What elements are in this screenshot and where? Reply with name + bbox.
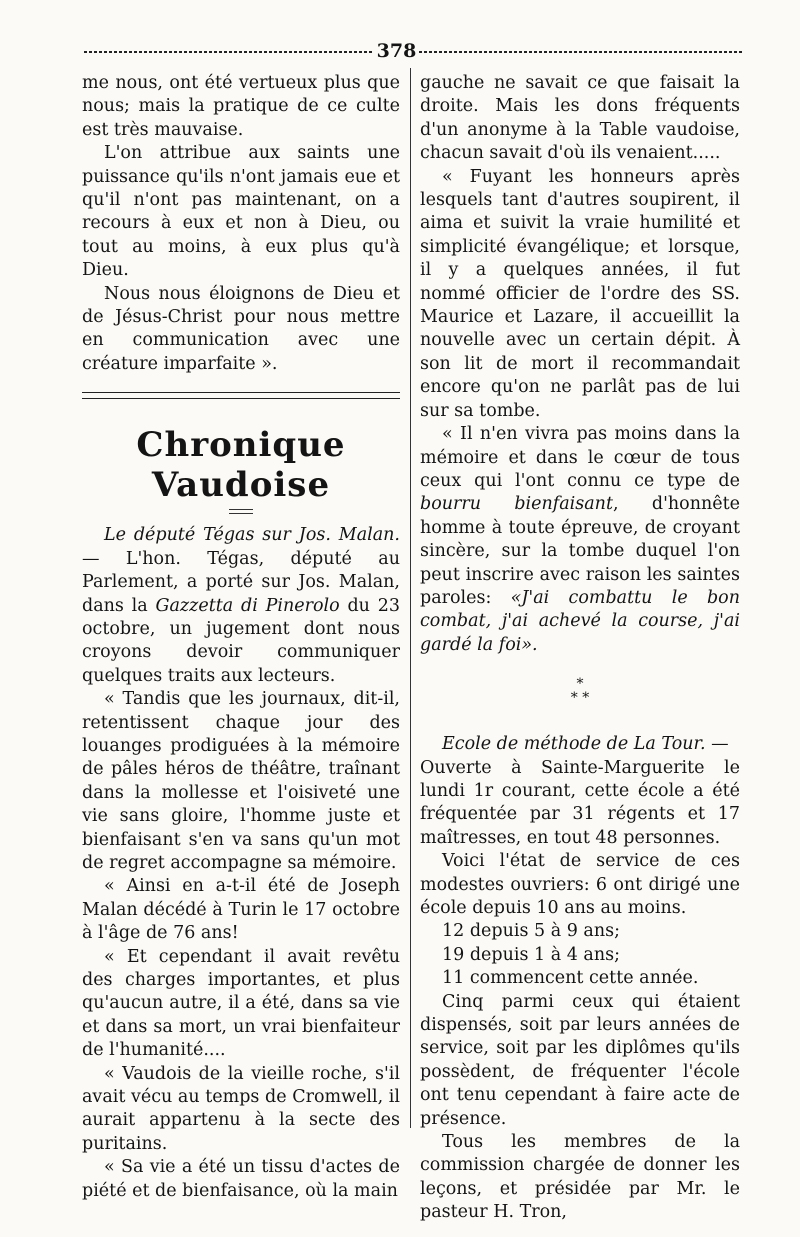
paragraph: gauche ne savait ce que faisait la droite. Mais les dons fréquents d'un anonyme à la Table vaudoise, chacun savait d'où ils venaient..... [420,73,740,164]
quote-paragraph: « Et cependant il avait revêtu des charges importantes, et plus qu'aucun autre, il a été, dans sa vie et dans sa mort, un vrai bienfaiteur de l'humanité.... [82,946,400,1061]
quote-text: « Il n'en vivra pas moins dans la mémoire et dans le cœur de tous ceux qui l'ont connu ce type de [420,424,740,491]
quote-paragraph: « Ainsi en a-t-il été de Joseph Malan décédé à Turin le 17 octobre à l'âge de 76 ans! [82,876,400,944]
header-rule-right [419,51,744,53]
header-rule-left [84,51,374,53]
paragraph: Ouverte à Sainte-Marguerite le lundi 1r courant, cette école a été fréquentée par 31 régents et 17 maîtresses, en tout 48 personnes. [420,757,740,848]
scripture-quote: «J'ai combattu le bon combat, j'ai achevé la course, j'ai gardé la foi». [420,587,740,655]
article-intro [82,524,400,688]
newspaper-name: Gazzetta di Pinerolo [155,595,340,616]
article-heading: Ecole de méthode de La Tour. [442,734,706,755]
asterism-bottom: * * [570,690,590,707]
right-column [420,72,740,1225]
list-item: 12 depuis 5 à 9 ans; [442,921,620,942]
asterism-top: * [576,676,584,693]
paragraph: me nous, ont été vertueux plus que nous; mais la pratique de ce culte est très mauvaise. [82,73,400,140]
intro-text: du 23 octobre, un jugement dont nous croyons devoir communiquer quelques traits aux lecteurs. [82,595,400,686]
quote-text: , d'honnête homme à toute épreuve, de croyant sincère, sur la tombe duquel l'on peut inscrire avec raison les saintes paroles: [420,494,740,608]
page-header [84,41,744,65]
paragraph: Tous les membres de la commission chargée de donner les leçons, et présidée par Mr. le pasteur H. Tron, [420,1132,740,1223]
asterism [420,677,740,705]
heading-dash: — [705,734,729,755]
italic-phrase: bourru bienfaisant [420,494,613,515]
column-divider [410,68,411,1128]
article-intro [420,733,740,756]
list-item: 19 depuis 1 à 4 ans; [442,944,620,965]
section-title: Chronique Vaudoise [136,425,346,506]
article-heading: Le député Tégas sur Jos. Malan. [104,525,400,546]
paragraph: L'on attribue aux saints une puissance qu'ils n'ont jamais eue et qu'il n'ont pas maintenant, on a recours à eux et non à Dieu, ou tout au moins, à eux plus qu'à Dieu. [82,143,400,281]
quote-paragraph [420,423,740,657]
quote-paragraph: « Fuyant les honneurs après lesquels tant d'autres soupirent, il aima et suivit la vraie humilité et simplicité évangélique; et lorsque, il y a quelques années, il fut nommé officier de l'ordre des SS. Maurice et Lazare, il accueillit la nouvelle avec un certain dépit. À son lit de mort il recommandait encore qu'on ne parlât pas de lui sur sa tombe. [420,166,740,421]
heading-dash: — [82,548,126,569]
quote-paragraph: « Tandis que les journaux, dit-il, retentissent chaque jour des louanges prodiguées à la mémoire de pâles héros de théâtre, traînant dans la mollesse et l'oisiveté une vie sans gloire, l'homme juste et bienfaisant s'en va sans qu'un mot de regret accompagne sa mémoire. [82,689,400,873]
list-item: 11 commencent cette année. [442,968,699,989]
left-column [82,72,400,1203]
paragraph: Nous nous éloignons de Dieu et de Jésus-Christ pour nous mettre en communication avec une créature imparfaite ». [82,283,400,374]
quote-paragraph: « Sa vie a été un tissu d'actes de piété et de bienfaisance, où la main [82,1157,400,1201]
paragraph: Voici l'état de service de ces modestes ouvriers: 6 ont dirigé une école depuis 10 ans au moins. [420,851,740,918]
intro-text: L'hon. Tégas, député au Parlement, a porté sur Jos. Malan, dans la [82,548,400,616]
page-number: 378 [376,40,417,62]
quote-paragraph: « Vaudois de la vieille roche, s'il avait vécu au temps de Cromwell, il aurait appartenu à la secte des puritains. [82,1063,400,1154]
section-separator [82,392,400,399]
title-ornament [229,509,253,514]
paragraph: Cinq parmi ceux qui étaient dispensés, soit par leurs années de service, soit par les diplômes qu'ils possèdent, de fréquenter l'école ont tenu cependant à faire acte de présence. [420,991,740,1129]
